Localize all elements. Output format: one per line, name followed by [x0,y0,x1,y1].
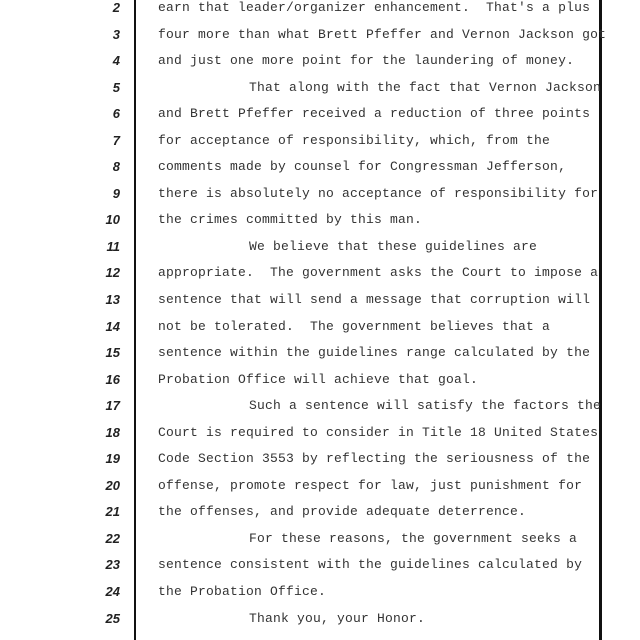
line-number: 21 [105,504,120,520]
line-number: 19 [105,451,120,467]
line-text: Probation Office will achieve that goal. [158,371,479,387]
line-text: Court is required to consider in Title 18 United States [158,424,599,440]
transcript-line [0,420,640,447]
transcript-line [0,579,640,606]
line-number: 18 [105,424,120,440]
line-number: 7 [112,132,120,148]
line-number: 12 [105,265,120,281]
line-text: offense, promote respect for law, just punishment for [158,477,583,493]
transcript-line [0,340,640,367]
line-text: For these reasons, the government seeks a [249,530,578,546]
line-number: 10 [105,212,120,228]
transcript-line [0,287,640,314]
line-number: 22 [105,530,120,546]
transcript-line [0,48,640,75]
line-text: there is absolutely no acceptance of responsibility for [158,185,599,201]
transcript-line [0,101,640,128]
line-text: sentence within the guidelines range calculated by the [158,345,591,361]
transcript-line [0,75,640,102]
line-text: sentence that will send a message that corruption will [158,292,591,308]
line-text: for acceptance of responsibility, which, from the [158,132,551,148]
line-number: 23 [105,557,120,573]
line-text: and just one more point for the laundering of money. [158,53,575,69]
transcript-line [0,207,640,234]
line-text: the Probation Office. [158,584,327,600]
line-text: That along with the fact that Vernon Jackson [249,79,602,95]
transcript-line [0,0,640,22]
transcript-line [0,234,640,261]
line-number: 17 [105,398,120,414]
line-text: Thank you, your Honor. [249,610,426,626]
transcript-line [0,128,640,155]
line-text: earn that leader/organizer enhancement. That's a plus [158,0,591,15]
transcript-line [0,526,640,553]
transcript-line [0,473,640,500]
line-number: 8 [112,159,120,175]
line-number: 9 [112,185,120,201]
line-number: 5 [112,79,120,95]
line-text: not be tolerated. The government believes that a [158,318,551,334]
transcript-line [0,314,640,341]
line-number: 24 [105,584,120,600]
transcript-line [0,367,640,394]
transcript-line [0,181,640,208]
transcript-line [0,393,640,420]
line-text: We believe that these guidelines are [249,238,538,254]
line-text: the offenses, and provide adequate deterrence. [158,504,527,520]
line-text: Code Section 3553 by reflecting the seriousness of the [158,451,591,467]
line-number: 6 [112,106,120,122]
transcript-line [0,552,640,579]
line-number: 13 [105,292,120,308]
transcript-line [0,606,640,633]
transcript-line [0,499,640,526]
line-text: sentence consistent with the guidelines calculated by [158,557,583,573]
line-text: and Brett Pfeffer received a reduction of three points [158,106,591,122]
line-number: 16 [105,371,120,387]
line-number: 2 [112,0,120,15]
line-number: 25 [105,610,120,626]
line-text: appropriate. The government asks the Court to impose a [158,265,599,281]
line-number: 4 [112,53,120,69]
transcript-line [0,154,640,181]
line-number: 15 [105,345,120,361]
transcript-line [0,446,640,473]
transcript-line [0,260,640,287]
transcript-line [0,22,640,49]
line-text: four more than what Brett Pfeffer and Vernon Jackson got [158,26,607,42]
line-number: 3 [112,26,120,42]
line-number: 11 [106,238,120,254]
line-text: Such a sentence will satisfy the factors the [249,398,602,414]
line-text: comments made by counsel for Congressman Jefferson, [158,159,567,175]
line-number: 20 [105,477,120,493]
line-number: 14 [105,318,120,334]
line-text: the crimes committed by this man. [158,212,423,228]
